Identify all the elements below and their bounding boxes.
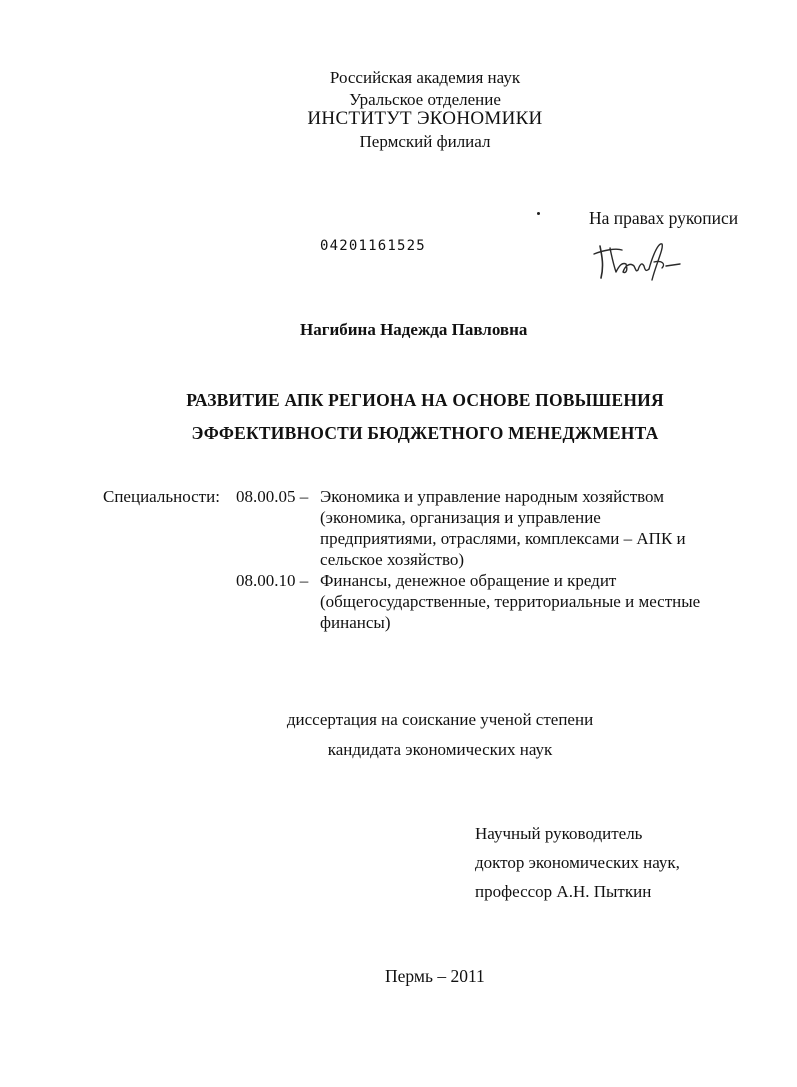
rights-note: На правах рукописи — [589, 208, 739, 228]
dot-mark — [537, 212, 540, 215]
specialty-line: предприятиями, отраслями, комплексами – АПК и — [320, 529, 686, 548]
advisor-degree: доктор экономических наук, — [475, 853, 680, 872]
advisor-name: профессор А.Н. Пыткин — [475, 882, 652, 901]
specialty-line: (общегосударственные, территориальные и местные — [320, 592, 701, 611]
archive-number: 04201161525 — [320, 238, 426, 254]
specialty-line: Экономика и управление народным хозяйством — [320, 487, 664, 506]
specialty-line: (экономика, организация и управление — [320, 508, 601, 527]
dissertation-title-line-2: ЭФФЕКТИВНОСТИ БЮДЖЕТНОГО МЕНЕДЖМЕНТА — [191, 423, 659, 443]
advisor-title: Научный руководитель — [475, 824, 643, 843]
signature-icon — [592, 236, 687, 282]
specialty-line: Финансы, денежное обращение и кредит — [320, 571, 617, 590]
specialty-code: 08.00.05 – — [236, 487, 309, 506]
specialty-line: финансы) — [320, 613, 391, 632]
degree-line-2: кандидата экономических наук — [327, 740, 553, 759]
institute-name: ИНСТИТУТ ЭКОНОМИКИ — [307, 108, 543, 129]
specialty-code: 08.00.10 – — [236, 571, 309, 590]
branch-name: Уральское отделение — [349, 90, 501, 109]
author-name: Нагибина Надежда Павловна — [300, 320, 528, 339]
academy-name: Российская академия наук — [329, 68, 521, 87]
filial-name: Пермский филиал — [359, 132, 491, 151]
specialties-label: Специальности: — [103, 487, 220, 506]
specialty-line: сельское хозяйство) — [320, 550, 465, 569]
dissertation-title-line-1: РАЗВИТИЕ АПК РЕГИОНА НА ОСНОВЕ ПОВЫШЕНИЯ — [186, 390, 664, 410]
degree-line-1: диссертация на соискание ученой степени — [286, 710, 594, 729]
city-year: Пермь – 2011 — [385, 966, 485, 986]
